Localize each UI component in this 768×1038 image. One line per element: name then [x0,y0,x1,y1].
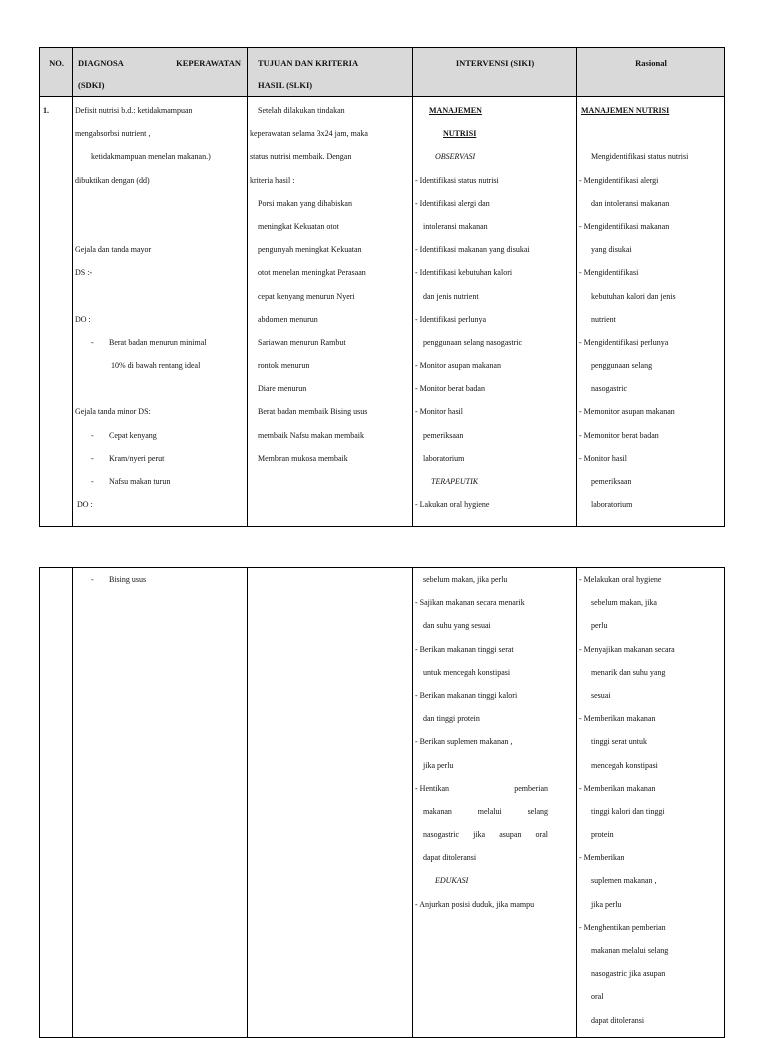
header-rasional: Rasional [577,48,725,97]
row-number-cell [40,568,73,1038]
header-tujuan: TUJUAN DAN KRITERIA HASIL (SLKI) [248,48,413,97]
intervensi-cell: sebelum makan, jika perlu - Sajikan makanan secara menarik dan suhu yang sesuai - Berikan makanan tinggi serat untuk mencegah konstipasi - Berikan makanan tinggi kalori dan tinggi protein - Berikan suplemen makanan , jika perlu - Hentikan pemberian makanan melalui selang nasogastric jika asupan oral dapat ditoleransi EDUKASI - Anjurkan posisi duduk, jika mampu [413,568,577,1038]
table-row [40,568,725,1038]
list-item: - Bising usus [91,575,147,584]
care-plan-table-page-2 [39,567,725,1038]
header-intervensi: INTERVENSI (SIKI) [413,48,577,97]
row-number-cell: 1. [40,97,73,527]
list-item: - Cepat kenyang [91,430,157,440]
header-no: NO. [40,48,73,97]
diagnosa-cell [73,568,248,1038]
diagnosa-cell: Defisit nutrisi b.d.: ketidakmampuan mengabsorbsi nutrient , ketidakmampuan menelan makanan.) dibuktikan dengan (dd) Gejala dan tanda mayor DS :- DO : - Berat badan menurun minimal 10% di bawah rentang ideal Gejala tanda minor DS: - Cepat kenyang - Kram/nyeri perut - Nafsu makan turun DO : [73,97,248,527]
intervensi-cell: MANAJEMEN NUTRISI OBSERVASI - Identifikasi status nutrisi - Identifikasi alergi dan intoleransi makanan - Identifikasi makanan yang disukai - Identifikasi kebutuhan kalori dan jenis nutrient - Identifikasi perlunya penggunaan selang nasogastric - Monitor asupan makanan - Monitor berat badan - Monitor hasil pemeriksaan laboratorium TERAPEUTIK - Lakukan oral hygiene [413,97,577,527]
rasional-cell: MANAJEMEN NUTRISI Mengidentifikasi status nutrisi - Mengidentifikasi alergi dan intoleransi makanan - Mengidentifikasi makanan yang disukai - Mengidentifikasi kebutuhan kalori dan jenis nutrient - Mengidentifikasi perlunya penggunaan selang nasogastric - Memonitor asupan makanan - Memonitor berat badan - Monitor hasil pemeriksaan laboratorium [577,97,725,527]
list-item: - Berat badan menurun minimal [91,337,207,347]
header-row [40,48,725,97]
care-plan-table-page-1 [39,47,725,527]
header-diagnosa: DIAGNOSA KEPERAWATAN (SDKI) [73,48,248,97]
list-item: - Kram/nyeri perut [91,453,165,463]
rasional-cell: - Melakukan oral hygiene sebelum makan, jika perlu - Menyajikan makanan secara menarik dan suhu yang sesuai - Memberikan makanan tinggi serat untuk mencegah konstipasi - Memberikan makanan tinggi kalori dan tinggi protein - Memberikan suplemen makanan , jika perlu - Menghentikan pemberian makanan melalui selang nasogastric jika asupan oral dapat ditoleransi [577,568,725,1038]
list-item: - Nafsu makan turun [91,477,171,486]
tujuan-cell [248,568,413,1038]
tujuan-cell: Setelah dilakukan tindakan keperawatan selama 3x24 jam, maka status nutrisi membaik. Dengan kriteria hasil : Porsi makan yang dihabiskan meningkat Kekuatan otot pengunyah meningkat Kekuatan otot menelan meningkat Perasaan cepat kenyang menurun Nyeri abdomen menurun Sariawan menurun Rambut rontok menurun Diare menurun Berat badan membaik Bising usus membaik Nafsu makan membaik Membran mukosa membaik [248,97,413,527]
table-row [40,97,725,527]
